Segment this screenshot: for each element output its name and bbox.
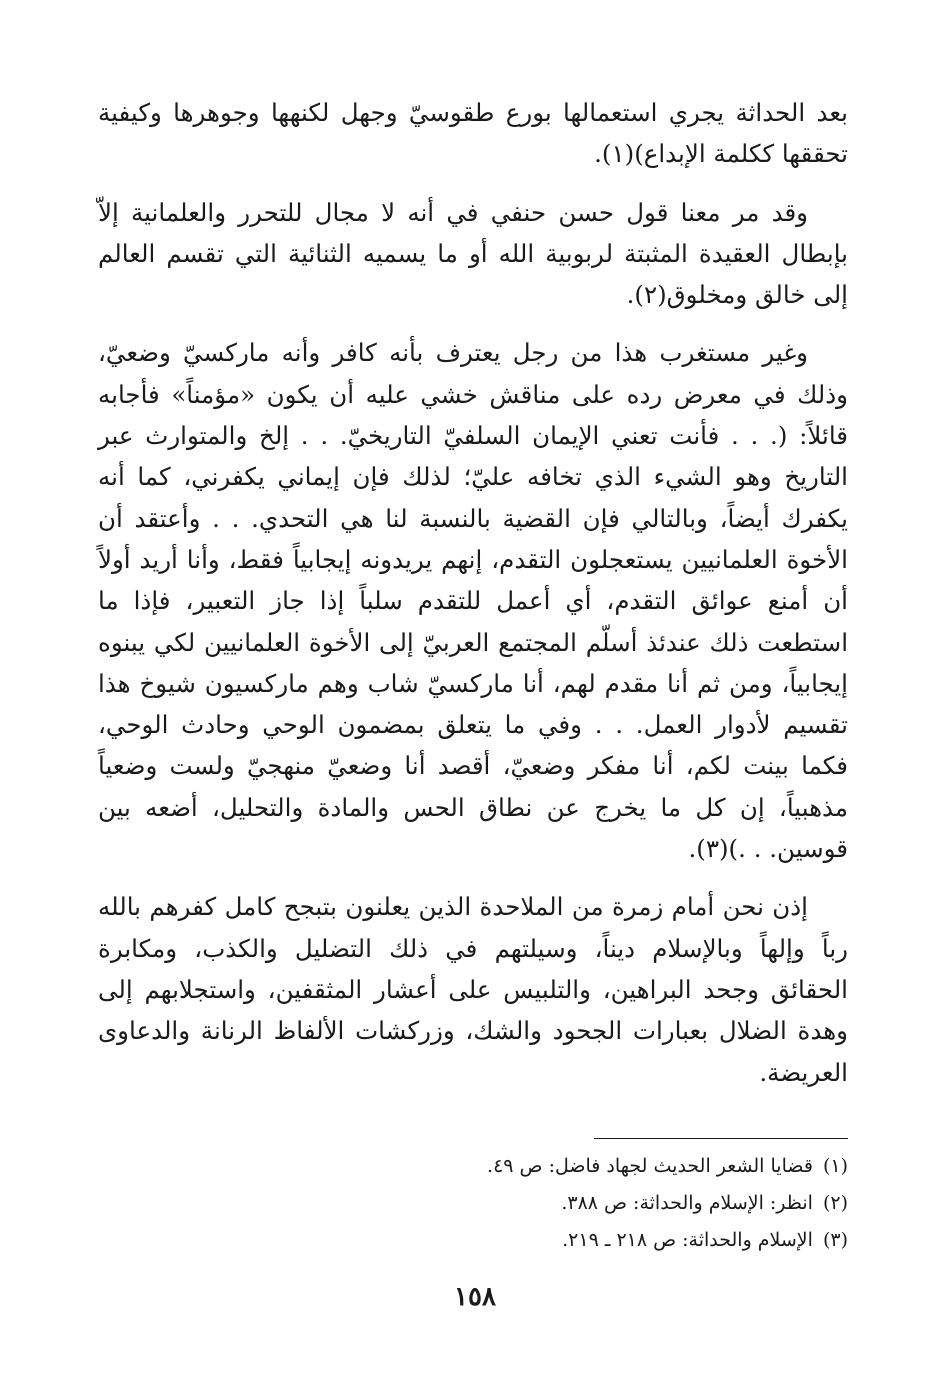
paragraph-4: إذن نحن أمام زمرة من الملاحدة الذين يعلنون بتبجح كامل كفرهم بالله رباً وإلهاً وبالإسلام ديناً، وسيلتهم في ذلك التضليل والكذب، ومكابرة الحقائق وجحد البراهين، والتلبيس على أعشار المثقفين، واستجلابهم إلى وهدة الضلال بعبارات الجحود والشك، وزركشات الألفاظ الرنانة والدعاوى العريضة.	[98, 892, 848, 1087]
footnote-3	[200, 1222, 848, 1259]
page-number: ١٥٨	[454, 1282, 496, 1312]
footnote-2	[200, 1185, 848, 1222]
footnotes	[200, 1148, 848, 1259]
main-text	[98, 92, 848, 1110]
footnote-3-text: الإسلام والحداثة: ص ٢١٨ ـ ٢١٩.	[562, 1229, 813, 1251]
footnote-2-number: (٢)	[822, 1192, 848, 1214]
paragraph-1: بعد الحداثة يجري استعمالها بورع طقوسيّ وجهل لكنهها وجوهرها وكيفية تحققها ككلمة الإبداع)(١).	[98, 98, 848, 169]
footnote-divider	[594, 1138, 848, 1139]
footnote-2-text: انظر: الإسلام والحداثة: ص ٣٨٨.	[561, 1192, 813, 1214]
footnote-1	[200, 1148, 848, 1185]
paragraph-2: وقد مر معنا قول حسن حنفي في أنه لا مجال للتحرر والعلمانية إلاّ بإبطال العقيدة المثبتة لربوبية الله أو ما يسميه الثنائية التي تقسم العالم إلى خالق ومخلوق(٢).	[98, 197, 848, 310]
footnote-3-number: (٣)	[822, 1229, 848, 1251]
footnote-1-number: (١)	[822, 1155, 848, 1177]
paragraph-3: وغير مستغرب هذا من رجل يعترف بأنه كافر وأنه ماركسيّ وضعيّ، وذلك في معرض رده على مناقش خشي عليه أن يكون «مؤمناً» فأجابه قائلاً: (. . . فأنت تعني الإيمان السلفيّ التاريخيّ. . . إلخ والمتوارث عبر التاريخ وهو الشيء الذي تخافه عليّ؛ لذلك فإن إيماني يكفرني، كما أنه يكفرك أيضاً، وبالتالي فإن القضية بالنسبة لنا هي التحدي. . . وأعتقد أن الأخوة العلمانيين يستعجلون التقدم، إنهم يريدونه إيجابياً فقط، وأنا أريد أولاً أن أمنع عوائق التقدم، أي أعمل للتقدم سلباً إذا جاز التعبير، فإذا ما استطعت ذلك عندئذ أسلّم المجتمع العربيّ إلى الأخوة العلمانيين لكي يبنوه إيجابياً، ومن ثم أنا مقدم لهم، أنا ماركسيّ شاب وهم ماركسيون شيوخ هذا تقسيم لأدوار العمل. . . وفي ما يتعلق بمضمون الوحي وحادث الوحي، فكما بينت لكم، أنا مفكر وضعيّ، أقصد أنا وضعيّ منهجيّ ولست وضعياً مذهبياً، إن كل ما يخرج عن نطاق الحس والمادة والتحليل، أضعه بين قوسين. . .)(٣).	[98, 338, 848, 864]
footnote-1-text: قضايا الشعر الحديث لجهاد فاضل: ص ٤٩.	[487, 1155, 813, 1177]
